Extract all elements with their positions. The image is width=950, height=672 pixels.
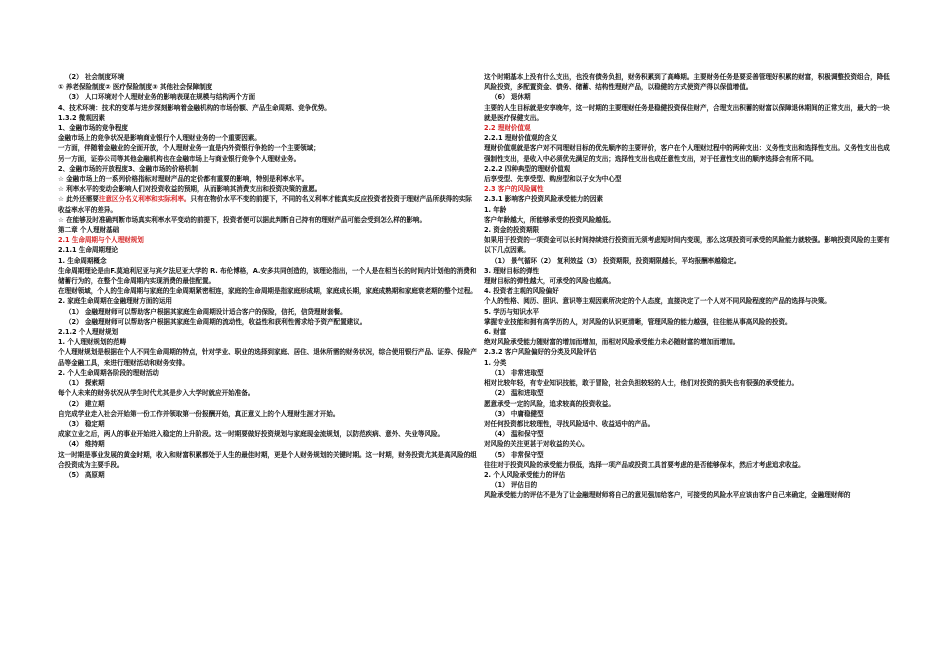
text-line bbox=[58, 296, 478, 306]
line-text: （1） 非常进取型 bbox=[491, 368, 544, 377]
text-line bbox=[484, 235, 896, 255]
text-line bbox=[58, 327, 478, 337]
line-text: 往往对于投资风险的承受能力很低，选择一项产品或投资工具首要考虑的是否能够保本，然后才考虑追求收益。 bbox=[484, 460, 805, 469]
text-line bbox=[484, 429, 896, 439]
text-line bbox=[484, 490, 896, 500]
text-line bbox=[484, 286, 896, 296]
text-line bbox=[484, 205, 896, 215]
line-text: ① 养老保险制度② 医疗保险制度③ 其他社会保障制度 bbox=[58, 83, 213, 92]
line-text: 2.3.1 影响客户投资风险承受能力的因素 bbox=[484, 195, 603, 204]
text-line bbox=[58, 307, 478, 317]
line-text: 5. 学历与知识水平 bbox=[484, 307, 540, 316]
line-text: 一方面，伴随着金融业的全面开放，个人理财业务一直是内外资银行争抢的一个主要领域； bbox=[58, 144, 320, 153]
line-text: 个人的性格、阅历、胆识、意识等主观因素所决定的个人态度，直接决定了一个人对不同风险程度的产品的选择与决策。 bbox=[484, 297, 831, 306]
highlight-text: 2.1 生命周期与个人理财规划 bbox=[58, 236, 144, 245]
line-text: （3） 人口环境对个人理财业务的影响表现在规模与结构两个方面 bbox=[65, 93, 256, 102]
line-text: 2.2.2 四种典型的理财价值观 bbox=[484, 164, 571, 173]
line-text: 6. 财富 bbox=[484, 328, 507, 337]
text-line bbox=[58, 92, 478, 102]
line-text: 成家立业之后，两人的事业开始进入稳定的上升阶段。这一时期要做好投资规划与家庭现金流规划，以防范疾病、意外、失业等风险。 bbox=[58, 430, 445, 439]
text-line bbox=[484, 164, 896, 174]
line-text: 绝对风险承受能力随财富的增加而增加，而相对风险承受能力未必随财富的增加而增加。 bbox=[484, 338, 740, 347]
text-line bbox=[58, 378, 478, 388]
text-line bbox=[58, 388, 478, 398]
text-line bbox=[58, 72, 478, 82]
text-line bbox=[58, 113, 478, 123]
text-line bbox=[484, 92, 896, 102]
line-text: （4） 温和保守型 bbox=[491, 430, 544, 439]
text-line bbox=[58, 399, 478, 409]
line-text: 理财价值观就是客户对不同理财目标的优先顺序的主要评价，客户在个人理财过程中的两种支出：义务性支出和选择性支出。义务性支出也成强制性支出，是收入中必须优先满足的支出；选择性支出也成任意性支出，对于任意性支出的顺序选择会有所不同。 bbox=[484, 144, 890, 163]
text-line bbox=[484, 480, 896, 490]
text-line bbox=[484, 225, 896, 235]
text-line bbox=[58, 429, 478, 439]
line-text: 另一方面，证券公司等其他金融机构也在金融市场上与商业银行竞争个人理财业务。 bbox=[58, 154, 301, 163]
line-text: （4） 维持期 bbox=[65, 440, 105, 449]
text-line bbox=[58, 123, 478, 133]
line-text: 4. 投资者主观的风险偏好 bbox=[484, 287, 559, 296]
line-text: 4、技术环境：技术的变革与进步深刻影响着金融机构的市场份额、产品生命周期、竞争优势。 bbox=[58, 103, 331, 112]
line-text: 生命周期理论是由F.莫迪利尼亚与宾夕法尼亚大学的 R. 布伦博格，A.安多共同创造的，该理论指出，一个人是在相当长的时间内计划他的消费和储蓄行为的，在整个生命周期内实现消费的最佳配置。 bbox=[58, 266, 477, 286]
text-line bbox=[484, 358, 896, 368]
text-line bbox=[58, 470, 478, 480]
text-line bbox=[484, 103, 896, 123]
text-line bbox=[484, 133, 896, 143]
text-line bbox=[58, 215, 478, 225]
text-line bbox=[484, 174, 896, 184]
line-text: 2. 个人生命周期各阶段的理财活动 bbox=[58, 368, 159, 377]
text-line bbox=[58, 225, 478, 235]
line-text: 这一时期是事业发展的黄金时期，收入和财富积累都处于人生的最佳时期，更是个人财务规划的关键时期。这一时期，财务投资尤其是高风险的组合投资成为主要手段。 bbox=[58, 450, 477, 469]
text-line bbox=[58, 164, 478, 174]
text-line bbox=[484, 368, 896, 378]
text-line bbox=[58, 317, 478, 327]
text-line bbox=[484, 256, 896, 266]
line-text: 自完成学业走入社会开始第一份工作并领取第一份报酬开始，真正意义上的个人理财生涯才开始。 bbox=[58, 409, 340, 418]
line-text: ☆ 金融市场上的一系列价格指标对理财产品的定价都有重要的影响，特别是利率水平。 bbox=[58, 175, 309, 184]
text-line bbox=[58, 337, 478, 347]
text-line bbox=[484, 337, 896, 347]
highlight-text: 2.3 客户的风险属性 bbox=[484, 185, 544, 194]
text-line bbox=[58, 103, 478, 113]
text-line bbox=[58, 409, 478, 419]
line-text: 2.3.2 客户风险偏好的分类及风险评估 bbox=[484, 348, 597, 357]
text-line bbox=[484, 307, 896, 317]
line-text: ☆ 此外还需要 bbox=[58, 195, 99, 204]
text-line bbox=[58, 286, 478, 296]
text-line bbox=[58, 368, 478, 378]
line-text: 个人理财规划是根据在个人不同生命周期的特点，针对学业、职业的选择到家庭、居住、退休所需的财务状况，综合使用银行产品、证券、保险产品等金融工具，来进行理财活动和财务安排。 bbox=[58, 348, 477, 367]
line-text: 1、金融市场的竞争程度 bbox=[58, 124, 128, 133]
text-line bbox=[484, 450, 896, 460]
text-line bbox=[484, 409, 896, 419]
text-line bbox=[58, 419, 478, 429]
text-line bbox=[58, 235, 478, 245]
line-text: 在理财领域，个人的生命周期与家庭的生命周期紧密相连，家庭的生命周期是指家庭形成期，家庭成长期，家庭成熟期和家庭衰老期的整个过程。 bbox=[58, 287, 477, 296]
text-line bbox=[484, 378, 896, 388]
text-line bbox=[484, 266, 896, 276]
text-line bbox=[58, 133, 478, 143]
text-line bbox=[484, 419, 896, 429]
text-line bbox=[484, 143, 896, 163]
line-text: 这个时期基本上没有什么支出，也没有债务负担，财务积累到了高峰期。主要财务任务是要妥善管理好积累的财富，积极调整投资组合，降低风险投资，多配置资金、债务、储蓄、结构性理财产品，以稳健的方式使资产得以保值增值。 bbox=[484, 73, 890, 92]
text-line bbox=[484, 123, 896, 133]
text-line bbox=[484, 470, 896, 480]
line-text: 金融市场上的竞争状况是影响商业银行个人理财业务的一个重要因素。 bbox=[58, 134, 261, 143]
line-text: （3） 稳定期 bbox=[65, 419, 105, 428]
line-text: 掌握专业技能和拥有高学历的人，对风险的认识更清晰，管理风险的能力越强，往往能从事高风险的投资。 bbox=[484, 317, 792, 326]
line-text: 1. 个人理财规划的范畴 bbox=[58, 338, 127, 347]
line-text: 3. 理财目标的弹性 bbox=[484, 266, 540, 275]
text-line bbox=[484, 347, 896, 357]
line-text: 客户年龄越大，所能够承受的投资风险越低。 bbox=[484, 215, 615, 224]
line-text: （5） 非常保守型 bbox=[491, 450, 544, 459]
line-text: 1. 年龄 bbox=[484, 205, 507, 214]
line-text: 后享受型、先享受型、购房型和以子女为中心型 bbox=[484, 175, 622, 184]
line-text: ☆ 在能够及时准确判断市场真实利率水平变动的前提下，投资者便可以据此判断自己持有的理财产品可能会受到怎么样的影响。 bbox=[58, 215, 427, 224]
text-line bbox=[484, 184, 896, 194]
line-text: （3） 中庸稳健型 bbox=[491, 409, 544, 418]
line-text: （2） 金融理财师可以帮助客户根据其家庭生命周期的流动性，收益性和获利性需求给予资产配置建议。 bbox=[65, 317, 367, 326]
line-text: 2. 家庭生命周期在金融理财方面的运用 bbox=[58, 297, 172, 306]
line-text: （1） 金融理财师可以帮助客户根据其家庭生命周期设计适合客户的保险，信托，信贷理财套餐。 bbox=[65, 307, 347, 316]
line-text: 1. 分类 bbox=[484, 358, 507, 367]
text-line bbox=[58, 266, 478, 286]
highlight-text: 注意区分名义利率和实际利率。 bbox=[98, 195, 191, 204]
text-line bbox=[484, 296, 896, 306]
line-text: ☆ 利率水平的变动会影响人们对投资收益的预期，从而影响其消费支出和投资决策的意愿。 bbox=[58, 185, 322, 194]
line-text: 2. 个人风险承受能力的评估 bbox=[484, 470, 566, 479]
line-text: （1） 景气循环（2） 复利效益（3） 投资期限，投资期限越长，平均报酬率越稳定。 bbox=[491, 256, 741, 265]
text-line bbox=[58, 439, 478, 449]
line-text: 1. 生命周期概念 bbox=[58, 256, 107, 265]
line-text: （5） 高原期 bbox=[65, 470, 105, 479]
line-text: 第二章 个人理财基础 bbox=[58, 226, 120, 235]
text-line bbox=[58, 143, 478, 153]
line-text: 2.2.1 理财价值观的含义 bbox=[484, 134, 558, 143]
text-line bbox=[58, 450, 478, 470]
line-text: 2、金融市场的开放程度3、金融市场的价格机制 bbox=[58, 164, 198, 173]
line-text: （6） 退休期 bbox=[491, 93, 531, 102]
text-line bbox=[484, 276, 896, 286]
text-line bbox=[484, 215, 896, 225]
text-line bbox=[484, 388, 896, 398]
text-line bbox=[484, 399, 896, 409]
highlight-text: 2.2 理财价值观 bbox=[484, 124, 531, 133]
line-text: 风险承受能力的评估不是为了让金融理财师将自己的意见强加给客户，可接受的风险水平应该由客户自己来确定，金融理财师的 bbox=[484, 491, 851, 500]
line-text: 理财目标的弹性越大，可承受的风险也越高。 bbox=[484, 277, 615, 286]
right-column bbox=[484, 72, 896, 501]
text-line bbox=[58, 245, 478, 255]
line-text: 2.1.1 生命周期理论 bbox=[58, 246, 119, 255]
line-text: 对风险的关注更甚于对收益的关心。 bbox=[484, 440, 589, 449]
text-line bbox=[58, 194, 478, 214]
text-line bbox=[484, 317, 896, 327]
line-text: 只有在物价水平不变的前提下，不同的名义利率才能真实反应投资者投资于理财产品所获得的实际收益率水平的差异。 bbox=[58, 195, 472, 214]
left-column bbox=[58, 72, 478, 480]
line-text: 2.1.2 个人理财规划 bbox=[58, 328, 119, 337]
line-text: 主要的人生目标就是安享晚年，这一时期的主要理财任务是稳健投资保住财产，合理支出积蓄的财富以保障退休期间的正常支出，最大的一块就是医疗保健支出。 bbox=[484, 103, 890, 122]
line-text: 如果用于投资的一项资金可以长时间持续进行投资而无须考虑短时间内变现，那么这项投资可承受的风险能力就较强。影响投资风险的主要有以下几点因素。 bbox=[484, 236, 890, 255]
text-line bbox=[484, 72, 896, 92]
line-text: （2） 社会制度环境 bbox=[65, 73, 125, 81]
line-text: 2. 资金的投资期限 bbox=[484, 226, 540, 235]
text-line bbox=[58, 82, 478, 92]
line-text: 1.3.2 微观因素 bbox=[58, 113, 105, 122]
text-line bbox=[484, 439, 896, 449]
text-line bbox=[58, 174, 478, 184]
text-line bbox=[58, 184, 478, 194]
line-text: （2） 温和进取型 bbox=[491, 389, 544, 398]
text-line bbox=[58, 256, 478, 266]
line-text: （1） 评估目的 bbox=[491, 481, 538, 490]
line-text: （2） 建立期 bbox=[65, 399, 105, 408]
line-text: （1） 探索期 bbox=[65, 379, 105, 388]
text-line bbox=[484, 327, 896, 337]
text-line bbox=[58, 154, 478, 164]
text-line bbox=[484, 194, 896, 204]
text-line bbox=[58, 347, 478, 367]
line-text: 每个人未来的财务状况从学生时代尤其是步入大学时就应开始准备。 bbox=[58, 389, 255, 398]
line-text: 相对比较年轻，有专业知识技能，敢于冒险，社会负担较轻的人士，他们对投资的损失也有很强的承受能力。 bbox=[484, 379, 799, 388]
text-line bbox=[484, 460, 896, 470]
line-text: 愿意承受一定的风险，追求较高的投资收益。 bbox=[484, 399, 615, 408]
line-text: 对任何投资都比较理性，寻找风险适中、收益适中的产品。 bbox=[484, 419, 655, 428]
